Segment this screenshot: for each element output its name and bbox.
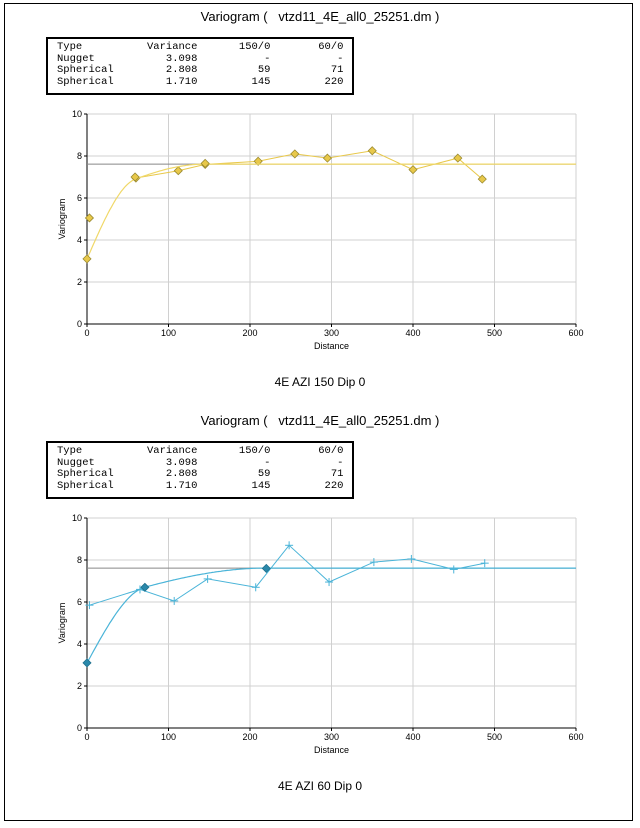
y-tick-label: 4 [76,235,82,245]
table-cell: Nugget [57,52,95,65]
y-tick-label: 8 [76,555,82,565]
table-cell: 1.710 [165,479,198,492]
variogram-chart-1 [0,100,640,365]
data-point [291,150,299,158]
data-point [323,154,331,162]
table-cell: 220 [324,75,344,88]
variogram-panel-1 [0,0,640,400]
chart-title: Variogram ( vtzd11_4E_all0_25251.dm ) [200,9,440,24]
table-cell: 71 [330,64,344,76]
x-tick-label: 300 [323,328,340,338]
table-header-row [57,446,343,458]
data-point [450,565,458,573]
chart-title: Variogram ( vtzd11_4E_all0_25251.dm ) [200,413,440,428]
table-cell: 71 [330,468,344,480]
experimental-line [89,545,484,605]
table-header-row [57,42,343,54]
x-tick-label: 0 [84,328,90,338]
data-point [204,575,212,583]
data-point [368,147,376,155]
header-variance: Variance [147,41,198,53]
x-tick-label: 200 [242,328,258,338]
y-tick-label: 0 [76,723,82,733]
table-cell: - [337,456,344,469]
x-tick-label: 100 [160,328,177,338]
y-tick-label: 6 [76,193,82,203]
header-direction-2: 60/0 [318,445,344,457]
x-tick-label: 500 [486,732,503,742]
table-cell: 59 [257,468,271,480]
header-variance: Variance [147,445,198,457]
data-point [407,555,415,563]
x-tick-label: 400 [405,328,421,338]
x-tick-label: 200 [242,732,258,742]
table-cell: - [337,52,344,65]
table-cell: Spherical [57,75,114,88]
x-tick-label: 100 [160,732,177,742]
y-tick-label: 10 [71,513,82,523]
y-tick-label: 0 [76,319,82,329]
model-parameters-table [46,441,354,499]
y-axis-label: Variogram [57,198,67,240]
x-tick-label: 400 [405,732,421,742]
table-cell: - [264,52,271,65]
y-tick-label: 4 [76,639,82,649]
y-tick-label: 2 [76,277,82,287]
table-cell: Spherical [57,479,114,492]
table-cell: 1.710 [165,75,198,88]
y-tick-label: 8 [76,151,82,161]
header-type: Type [57,41,83,53]
variogram-panel-2 [0,404,640,804]
table-cell: 2.808 [165,64,198,76]
data-point [409,166,417,174]
data-point [174,167,182,175]
model-control-point [83,659,91,667]
table-row [57,469,343,481]
header-type: Type [57,445,83,457]
data-point [370,558,378,566]
model-control-point [83,255,91,263]
table-cell: Nugget [57,456,95,469]
table-row [57,481,343,493]
x-axis-label: Distance [313,341,350,351]
chart-caption: 4E AZI 60 Dip 0 [277,779,363,793]
x-axis-label: Distance [313,745,350,755]
header-direction-2: 60/0 [318,41,344,53]
header-direction-1: 150/0 [238,41,271,53]
table-cell: 145 [251,75,271,88]
x-tick-label: 300 [323,732,340,742]
y-tick-label: 6 [76,597,82,607]
x-tick-label: 500 [486,328,503,338]
table-cell: Spherical [57,64,114,76]
chart-caption: 4E AZI 150 Dip 0 [274,375,366,389]
y-tick-label: 2 [76,681,82,691]
table-row [57,65,343,77]
table-cell: 3.098 [165,456,198,469]
table-cell: Spherical [57,468,114,480]
table-row [57,77,343,89]
table-cell: 220 [324,479,344,492]
table-cell: - [264,456,271,469]
y-axis-label: Variogram [57,602,67,644]
x-tick-label: 0 [84,732,90,742]
variogram-chart-2 [0,504,640,769]
model-parameters-table [46,37,354,95]
data-point [170,597,178,605]
x-tick-label: 600 [568,732,584,742]
table-cell: 59 [257,64,271,76]
y-tick-label: 10 [71,109,82,119]
table-cell: 145 [251,479,271,492]
table-cell: 2.808 [165,468,198,480]
table-cell: 3.098 [165,52,198,65]
header-direction-1: 150/0 [238,445,271,457]
x-tick-label: 600 [568,328,584,338]
